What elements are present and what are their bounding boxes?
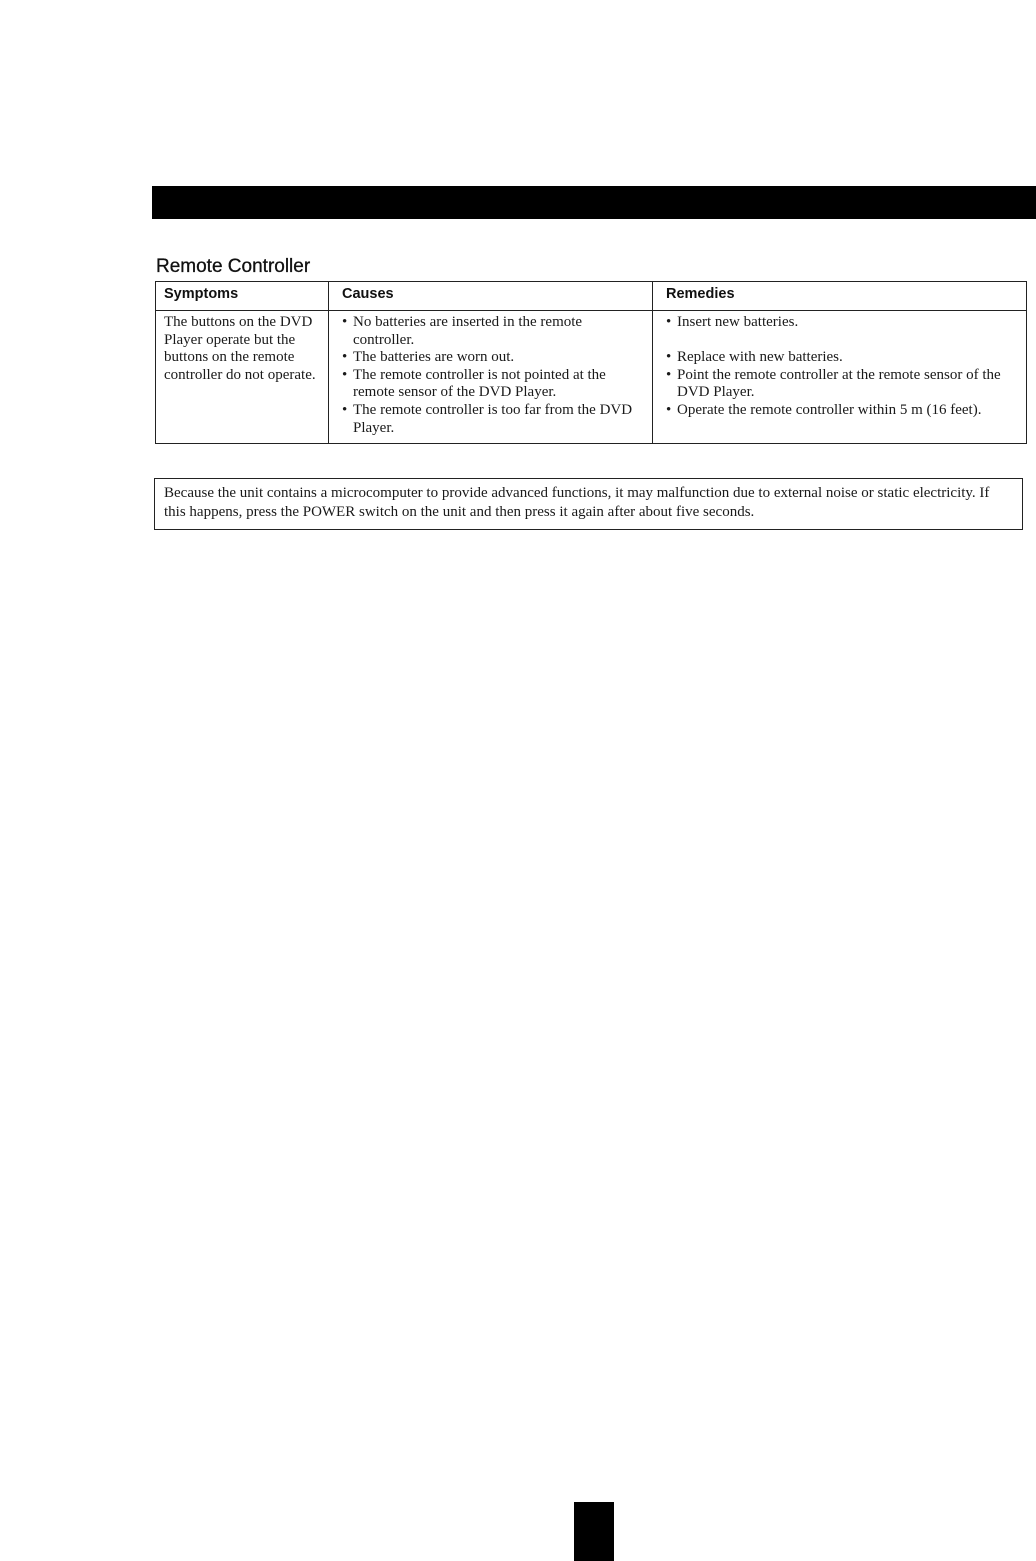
remedies-list bbox=[666, 314, 1018, 420]
remedy-item: • Replace with new batteries. bbox=[666, 349, 1018, 367]
symptom-cell: The buttons on the DVD Player operate but the buttons on the remote controller do not operate. bbox=[156, 311, 329, 444]
remedy-item: • Point the remote controller at the remote sensor of the DVD Player. bbox=[666, 367, 1018, 402]
cause-item: • No batteries are inserted in the remote controller. bbox=[342, 314, 644, 349]
section-header-bar bbox=[152, 186, 1036, 219]
cause-item: • The remote controller is not pointed at the remote sensor of the DVD Player. bbox=[342, 367, 644, 402]
remedies-cell bbox=[653, 311, 1027, 444]
table-header-row bbox=[156, 282, 1027, 311]
column-header-remedies: Remedies bbox=[653, 282, 1027, 311]
troubleshooting-table bbox=[155, 281, 1027, 444]
column-header-symptoms: Symptoms bbox=[156, 282, 329, 311]
notice-box: Because the unit contains a microcomputer to provide advanced functions, it may malfunction due to external noise or static electricity. If this happens, press the POWER switch on the unit and then press it again after about five seconds. bbox=[154, 478, 1023, 530]
cause-item: • The remote controller is too far from the DVD Player. bbox=[342, 402, 644, 437]
causes-cell bbox=[329, 311, 653, 444]
causes-list bbox=[342, 314, 644, 437]
remedy-item: • Operate the remote controller within 5 m (16 feet). bbox=[666, 402, 1018, 420]
page-number-tab bbox=[574, 1502, 614, 1561]
remedy-item: • Insert new batteries. bbox=[666, 314, 1018, 332]
column-header-causes: Causes bbox=[329, 282, 653, 311]
cause-item: • The batteries are worn out. bbox=[342, 349, 644, 367]
section-title: Remote Controller bbox=[156, 256, 311, 277]
table-row bbox=[156, 311, 1027, 444]
